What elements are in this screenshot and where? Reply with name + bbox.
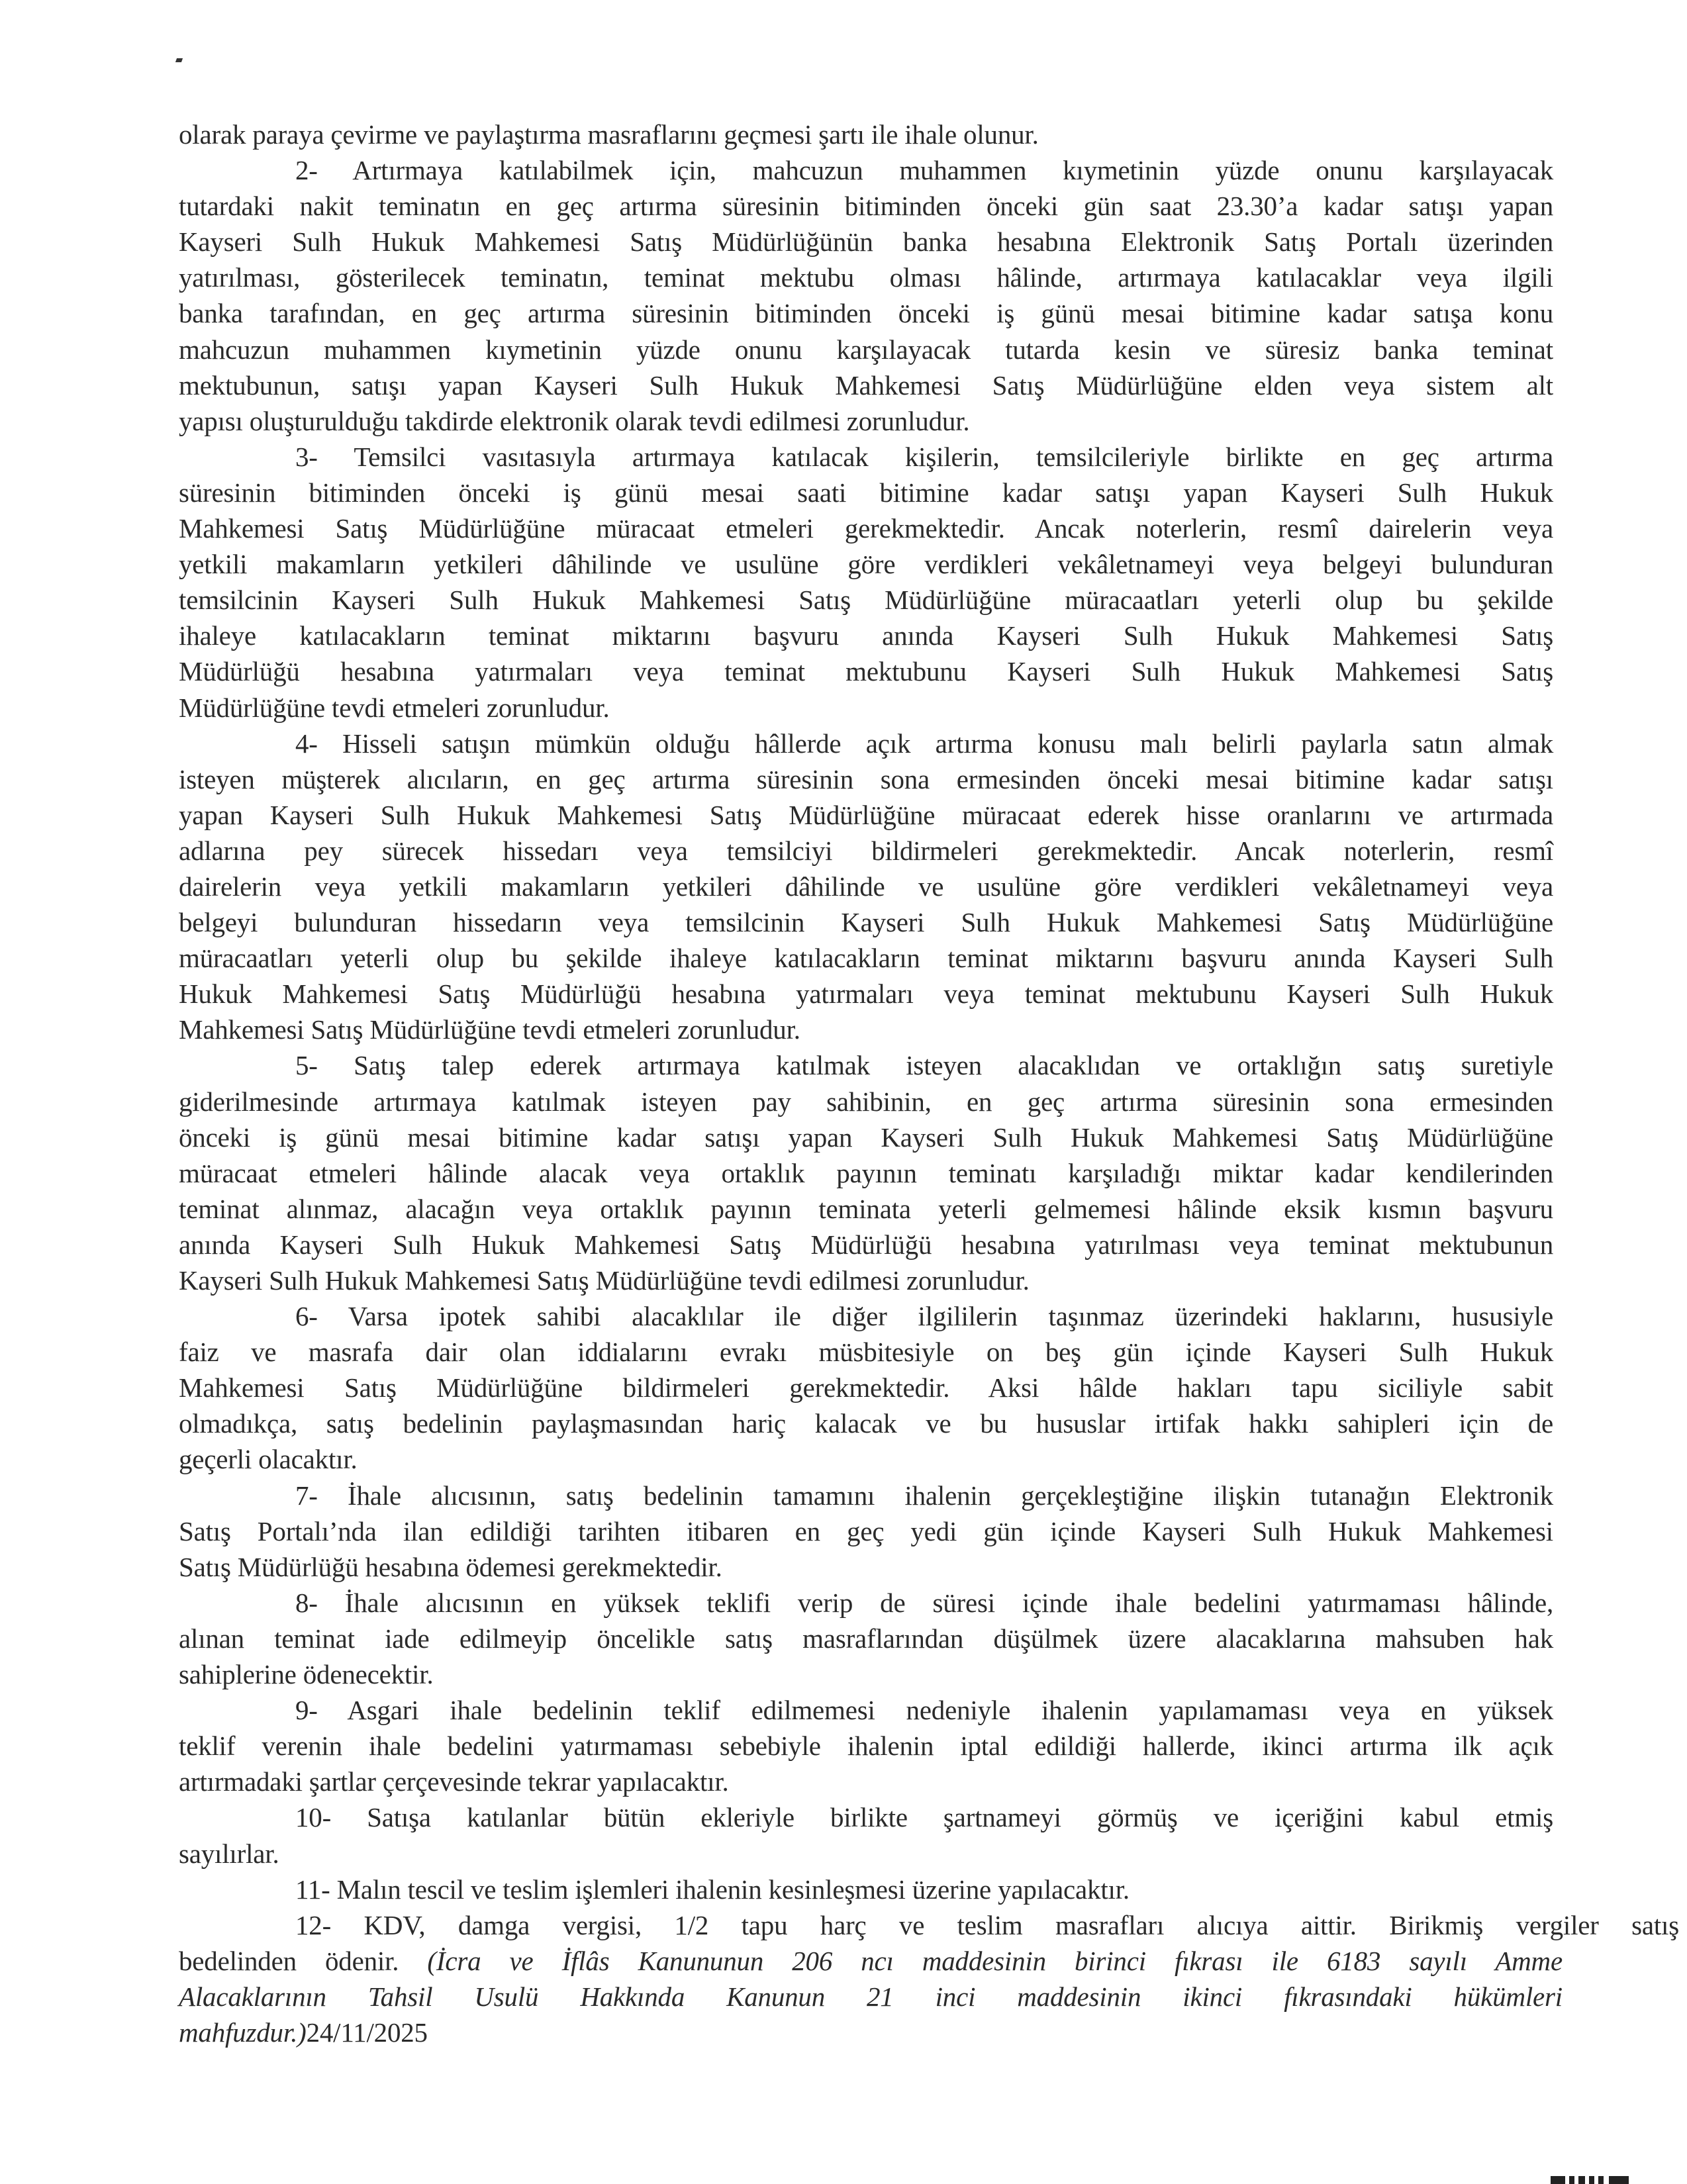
paragraph-p10 [179, 1799, 1553, 1871]
text-line: olarak paraya çevirme ve paylaştırma masraflarını geçmesi şartı ile ihale olunur. [179, 119, 1039, 150]
scan-artifact-mark [175, 58, 183, 62]
text-line: belgeyi bulunduran hissedarın veya temsilcinin Kayseri Sulh Hukuk Mahkemesi Satış Müdürlüğüne [179, 907, 1553, 938]
text-line: yatırılması, gösterilecek teminatın, teminat mektubu olması hâlinde, artırmaya katılacaklar veya ilgili [179, 262, 1553, 293]
text-line: giderilmesinde artırmaya katılmak isteyen pay sahibinin, en geç artırma süresinin sona ermesinden [179, 1086, 1553, 1117]
document-body [179, 117, 1679, 2050]
paragraph-p7 [179, 1478, 1553, 1585]
text-line: 9- Asgari ihale bedelinin teklif edilmemesi nedeniyle ihalenin yapılamaması veya en yüksek [295, 1695, 1553, 1726]
text-line: müracaat etmeleri hâlinde alacak veya ortaklık payının teminatı karşıladığı miktar kadar kendilerinden [179, 1157, 1553, 1188]
text-line: Müdürlüğüne tevdi etmeleri zorunludur. [179, 692, 610, 723]
text-line: yapan Kayseri Sulh Hukuk Mahkemesi Satış Müdürlüğüne müracaat ederek hisse oranlarını ve artırmada [179, 799, 1553, 830]
paragraph-p2 [179, 152, 1553, 439]
text-line: 11- Malın tescil ve teslim işlemleri ihalenin kesinleşmesi üzerine yapılacaktır. [295, 1874, 1130, 1905]
text-line: 8- İhale alıcısının en yüksek teklifi verip de süresi içinde ihale bedelini yatırmaması hâlinde, [295, 1587, 1553, 1618]
text-line: anında Kayseri Sulh Hukuk Mahkemesi Satış Müdürlüğü hesabına yatırılması veya teminat mektubunun [179, 1229, 1553, 1260]
text-line: teklif verenin ihale bedelini yatırmaması sebebiyle ihalenin iptal edildiği hallerde, ikinci artırma ilk açık [179, 1731, 1553, 1762]
p12-plain-text: bedelinden ödenir. [179, 1945, 399, 1976]
text-line: mahcuzun muhammen kıymetinin yüzde onunu karşılayacak tutarda kesin ve süresiz banka teminat [179, 334, 1553, 365]
paragraph-p1-cont [179, 117, 1553, 152]
text-line: Kayseri Sulh Hukuk Mahkemesi Satış Müdürlüğünün banka hesabına Elektronik Satış Portalı üzerinden [179, 226, 1553, 258]
p12-line-4 [179, 2015, 1563, 2050]
text-line: adlarına pey sürecek hissedarı veya temsilciyi bildirmeleri gerekmektedir. Ancak noterlerin, resmî [179, 835, 1553, 866]
text-line: banka tarafından, en geç artırma süresinin bitiminden önceki iş günü mesai bitimine kadar satışa konu [179, 298, 1553, 329]
text-line: önceki iş günü mesai bitimine kadar satışı yapan Kayseri Sulh Hukuk Mahkemesi Satış Müdürlüğüne [179, 1121, 1553, 1153]
text-line: temsilcinin Kayseri Sulh Hukuk Mahkemesi Satış Müdürlüğüne müracaatları yeterli olup bu şekilde [179, 585, 1553, 616]
paragraph-p9 [179, 1692, 1553, 1799]
text-line: Satış Müdürlüğü hesabına ödemesi gerekmektedir. [179, 1551, 722, 1582]
text-line: sayılırlar. [179, 1838, 279, 1869]
text-line: yapısı oluşturulduğu takdirde elektronik olarak tevdi edilmesi zorunludur. [179, 405, 970, 436]
text-line: olmadıkça, satış bedelinin paylaşmasından hariç kalacak ve bu hususlar irtifak hakkı sahipleri için de [179, 1408, 1553, 1439]
paragraph-p5 [179, 1047, 1553, 1298]
text-line: geçerli olacaktır. [179, 1444, 358, 1475]
text-line: yetkili makamların yetkileri dâhilinde ve usulüne göre verdikleri vekâletnameyi veya belgeyi bulunduran [179, 549, 1553, 580]
text-line: 7- İhale alıcısının, satış bedelinin tamamını ihalenin gerçekleştiğine ilişkin tutanağın Elektronik [295, 1480, 1553, 1511]
text-line: 6- Varsa ipotek sahibi alacaklılar ile diğer ilgililerin taşınmaz üzerindeki haklarını, hususiyle [295, 1301, 1553, 1332]
text-line: mektubunun, satışı yapan Kayseri Sulh Hukuk Mahkemesi Satış Müdürlüğüne elden veya sistem alt [179, 369, 1553, 401]
paragraph-list [179, 117, 1553, 1907]
p12-line-2 [179, 1943, 1563, 1979]
paragraph-12 [179, 1907, 1679, 2050]
text-line: süresinin bitiminden önceki iş günü mesai saati bitimine kadar satışı yapan Kayseri Sulh Hukuk [179, 477, 1553, 508]
p12-line-3: Alacaklarının Tahsil Usulü Hakkında Kanunun 21 inci maddesinin ikinci fıkrasındaki hükümleri [179, 1981, 1563, 2012]
text-line: 3- Temsilci vasıtasıyla artırmaya katılacak kişilerin, temsilcileriyle birlikte en geç artırma [295, 441, 1553, 472]
text-line: Mahkemesi Satış Müdürlüğüne bildirmeleri gerekmektedir. Aksi hâlde hakları tapu siciliyle sabit [179, 1372, 1553, 1403]
text-line: Mahkemesi Satış Müdürlüğüne müracaat etmeleri gerekmektedir. Ancak noterlerin, resmî dairelerin veya [179, 513, 1553, 544]
p12-italic-end: mahfuzdur.) [179, 2017, 307, 2048]
text-line: Kayseri Sulh Hukuk Mahkemesi Satış Müdürlüğüne tevdi edilmesi zorunludur. [179, 1265, 1030, 1296]
paragraph-p6 [179, 1298, 1553, 1477]
text-line: isteyen müşterek alıcıların, en geç artırma süresinin sona ermesinden önceki mesai bitimine kadar satışı [179, 763, 1553, 794]
document-date: 24/11/2025 [306, 2017, 428, 2048]
text-line: 5- Satış talep ederek artırmaya katılmak isteyen alacaklıdan ve ortaklığın satış suretiyle [295, 1050, 1553, 1081]
paragraph-p8 [179, 1585, 1553, 1692]
text-line: 10- Satışa katılanlar bütün ekleriyle birlikte şartnameyi görmüş ve içeriğini kabul etmiş [295, 1802, 1553, 1833]
text-line: Satış Portalı’nda ilan edildiği tarihten itibaren en geç yedi gün içinde Kayseri Sulh Hukuk Mahkemesi [179, 1515, 1553, 1546]
p12-line-1: 12- KDV, damga vergisi, 1/2 tapu harç ve teslim masrafları alıcıya aittir. Birikmiş vergiler satış [295, 1909, 1679, 1940]
text-line: Müdürlüğü hesabına yatırmaları veya teminat mektubunu Kayseri Sulh Hukuk Mahkemesi Satış [179, 656, 1553, 687]
text-line: teminat alınmaz, alacağın veya ortaklık payının teminata yeterli gelmemesi hâlinde eksik kısmın başvuru [179, 1193, 1553, 1224]
p12-italic-law-reference: (İcra ve İflâs Kanununun 206 ncı maddesinin birinci fıkrası ile 6183 sayılı Amme [427, 1945, 1563, 1976]
text-line: müracaatları yeterli olup bu şekilde ihaleye katılacakların teminat miktarını başvuru anında Kayseri Sulh [179, 943, 1553, 974]
text-line: faiz ve masrafa dair olan iddialarını evrakı müsbitesiyle on beş gün içinde Kayseri Sulh Hukuk [179, 1337, 1553, 1368]
text-line: alınan teminat iade edilmeyip öncelikle satış masraflarından düşülmek üzere alacaklarına mahsuben hak [179, 1623, 1553, 1654]
text-line: ihaleye katılacakların teminat miktarını başvuru anında Kayseri Sulh Hukuk Mahkemesi Satış [179, 620, 1553, 651]
paragraph-p4 [179, 726, 1553, 1048]
text-line: Mahkemesi Satış Müdürlüğüne tevdi etmeleri zorunludur. [179, 1014, 800, 1045]
text-line: Hukuk Mahkemesi Satış Müdürlüğü hesabına yatırmaları veya teminat mektubunu Kayseri Sulh Hukuk [179, 978, 1553, 1010]
text-line: sahiplerine ödenecektir. [179, 1659, 434, 1690]
text-line: dairelerin veya yetkili makamların yetkileri dâhilinde ve usulüne göre verdikleri vekâletnameyi veya [179, 871, 1553, 902]
paragraph-p11 [179, 1872, 1553, 1907]
qr-code-partial [1551, 2174, 1630, 2184]
text-line: artırmadaki şartlar çerçevesinde tekrar yapılacaktır. [179, 1766, 729, 1797]
text-line: 4- Hisseli satışın mümkün olduğu hâllerde açık artırma konusu malı belirli paylarla satın almak [295, 728, 1553, 759]
text-line: 2- Artırmaya katılabilmek için, mahcuzun muhammen kıymetinin yüzde onunu karşılayacak [295, 155, 1553, 186]
text-line: tutardaki nakit teminatın en geç artırma süresinin bitiminden önceki gün saat 23.30’a kadar satışı yapan [179, 191, 1553, 222]
paragraph-p3 [179, 439, 1553, 726]
